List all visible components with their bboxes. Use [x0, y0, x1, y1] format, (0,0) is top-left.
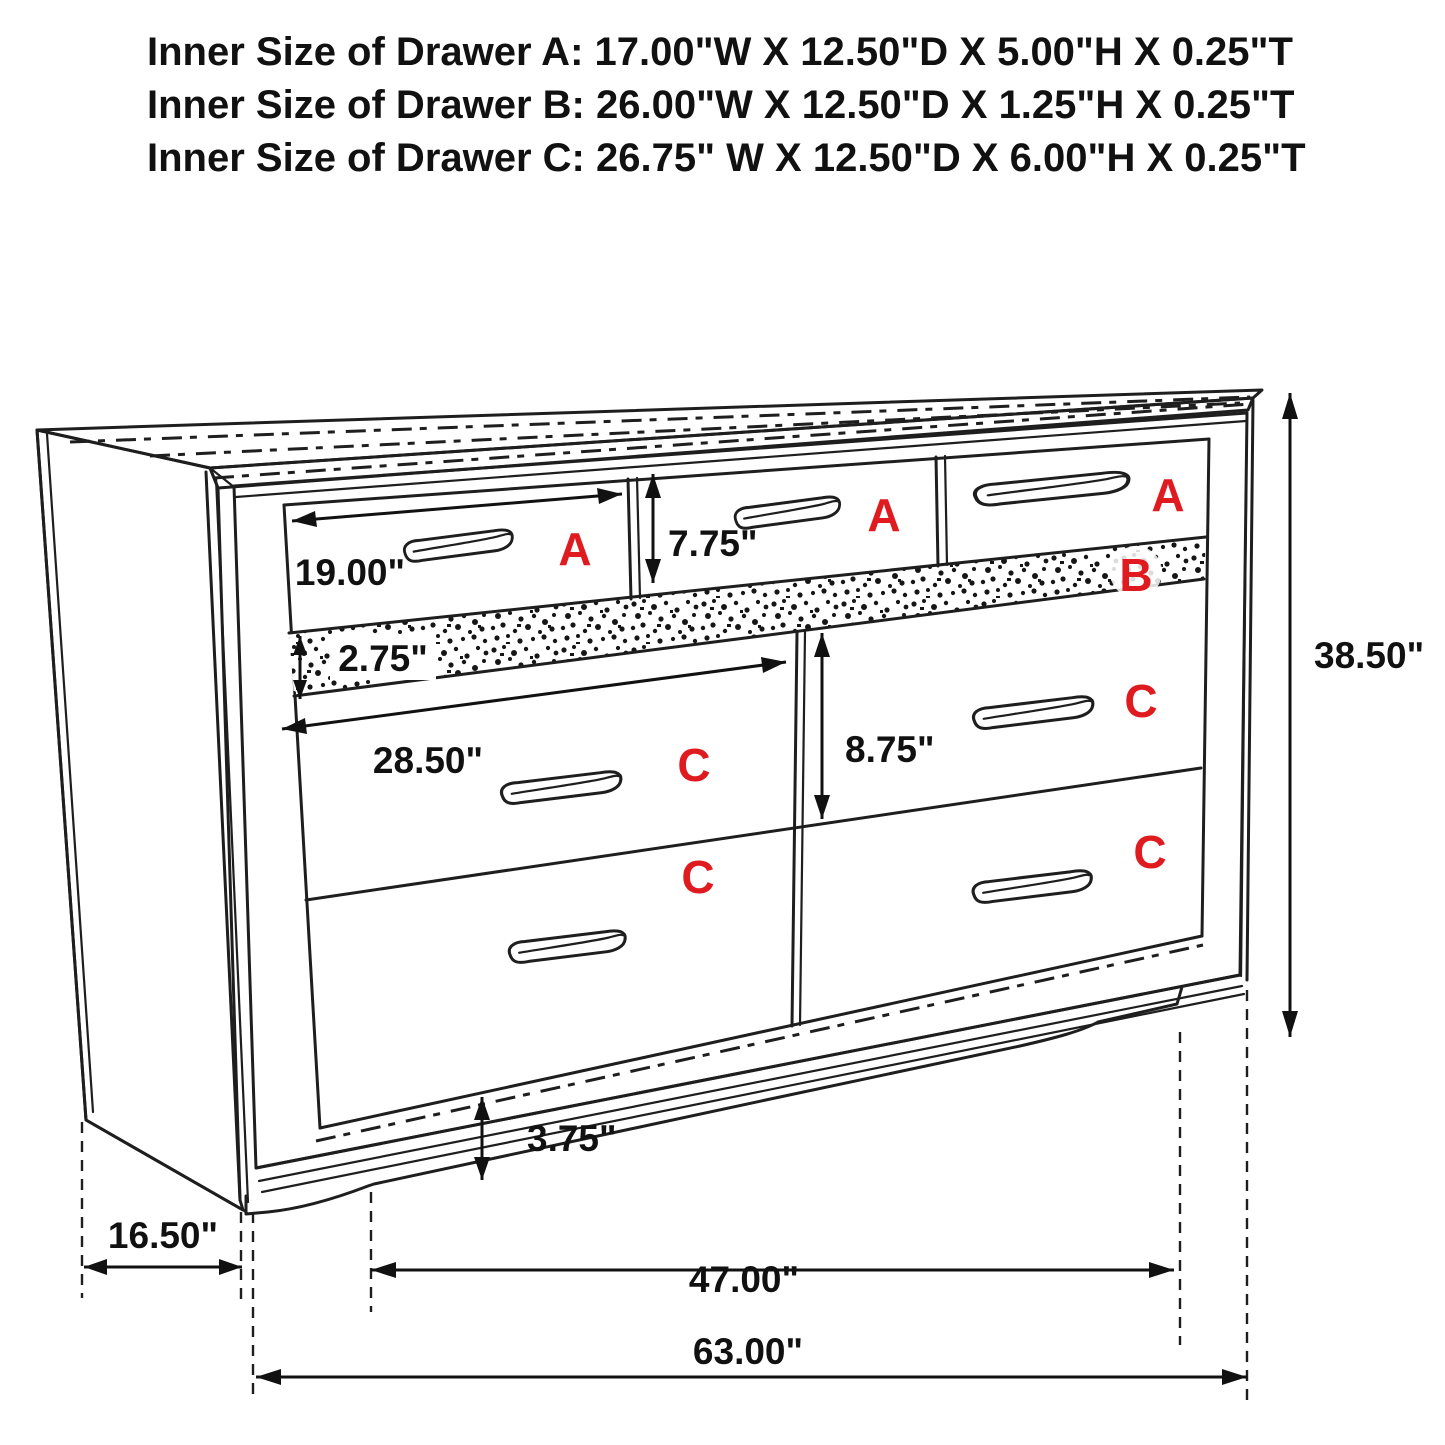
- label-drawer-a2: A: [867, 489, 901, 541]
- header-line-drawer-a: Inner Size of Drawer A: 17.00"W X 12.50"D X 5.00"H X 0.25"T: [147, 30, 1293, 74]
- dim-base-height: [474, 1097, 617, 1180]
- dim-overall-width: [253, 990, 1247, 1400]
- drawer-handles: [404, 472, 1129, 963]
- dim-drawer-c-height: [814, 633, 935, 819]
- label-drawer-c2-left: C: [681, 851, 715, 903]
- drawer-c2-left-handle-icon: [509, 930, 626, 962]
- dim-overall-height: [1282, 393, 1424, 1037]
- dim-drawer-a-height: [645, 474, 758, 583]
- dim-label-band-height: 2.75": [338, 638, 428, 679]
- dim-label-base-height: 3.75": [527, 1118, 617, 1159]
- dim-label-inner-span: 47.00": [688, 1259, 800, 1300]
- header-line-drawer-b: Inner Size of Drawer B: 26.00"W X 12.50"D X 1.25"H X 0.25"T: [147, 83, 1295, 127]
- dim-label-c-height: 8.75": [845, 729, 935, 770]
- dresser-outline: [37, 390, 1262, 1214]
- base-and-feet: [243, 975, 1244, 1214]
- label-drawer-a3: A: [1151, 469, 1185, 521]
- left-side-panel: [37, 430, 248, 1210]
- dim-depth: [82, 1122, 242, 1300]
- label-drawer-c1-right: C: [1124, 675, 1158, 727]
- dim-label-overall-height: 38.50": [1314, 635, 1425, 676]
- drawer-c1-left-handle-icon: [501, 771, 622, 803]
- top-slab: [37, 390, 1262, 488]
- dim-label-depth: 16.50": [107, 1215, 219, 1256]
- dimension-annotations: [82, 393, 1424, 1400]
- label-drawer-a1: A: [558, 523, 592, 575]
- label-drawer-c2-right: C: [1133, 826, 1167, 878]
- header-line-drawer-c: Inner Size of Drawer C: 26.75" W X 12.50"D X 6.00"H X 0.25"T: [147, 136, 1306, 180]
- drawer-c2-right-handle-icon: [973, 870, 1093, 902]
- dim-label-overall-width: 63.00": [692, 1331, 804, 1372]
- dim-label-a-width: 19.00": [294, 552, 406, 593]
- dim-label-c-width: 28.50": [372, 740, 484, 781]
- label-drawer-c1-left: C: [677, 739, 711, 791]
- drawer-c1-right-handle-icon: [973, 696, 1094, 728]
- drawer-a3-handle-icon: [974, 472, 1129, 506]
- drawer-a1-handle-icon: [404, 530, 513, 562]
- dim-label-a-height: 7.75": [668, 523, 758, 564]
- label-drawer-b: B: [1119, 549, 1153, 601]
